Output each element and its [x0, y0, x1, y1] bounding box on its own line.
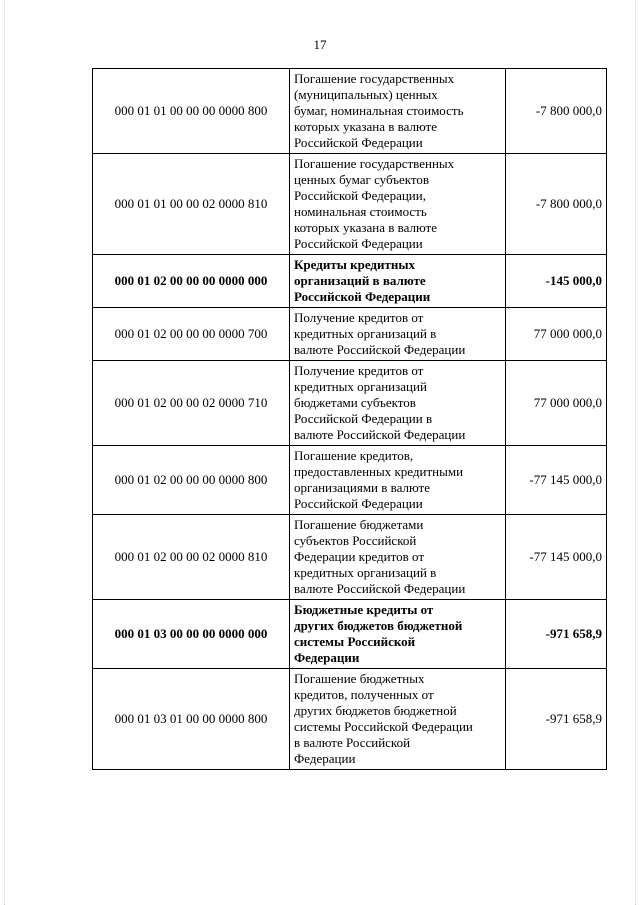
description-line: других бюджетов бюджетной [294, 703, 457, 718]
page-number: 17 [313, 37, 327, 52]
description-cell [290, 308, 506, 361]
description-line: кредитов, полученных от [294, 687, 434, 702]
description-line: Российской Федерации [294, 135, 423, 150]
description-line: предоставленных кредитными [294, 464, 464, 479]
description-line: которых указана в валюте [294, 119, 437, 134]
description-cell [290, 154, 506, 255]
description-line: других бюджетов бюджетной [294, 618, 463, 633]
description-line: Бюджетные кредиты от [294, 602, 434, 617]
table-row [93, 154, 607, 255]
description-line: которых указана в валюте [294, 220, 437, 235]
budget-code-cell: 000 01 03 00 00 00 0000 000 [93, 600, 290, 669]
description-line: Российской Федерации [294, 289, 431, 304]
amount-cell: -7 800 000,0 [506, 154, 607, 255]
description-line: в валюте Российской [294, 735, 411, 750]
description-line: валюте Российской Федерации [294, 581, 466, 596]
description-line: Российской Федерации [294, 236, 423, 251]
description-line: номинальная стоимость [294, 204, 427, 219]
amount-cell: -77 145 000,0 [506, 446, 607, 515]
description-line: (муниципальных) ценных [294, 87, 438, 102]
table-row [93, 361, 607, 446]
budget-code-cell: 000 01 02 00 00 02 0000 810 [93, 515, 290, 600]
amount-cell: -7 800 000,0 [506, 69, 607, 154]
description-line: организаций в валюте [294, 273, 426, 288]
description-line: Погашение бюджетами [294, 517, 424, 532]
description-line: кредитных организаций в [294, 326, 437, 341]
budget-sources-table [92, 68, 607, 770]
description-line: ценных бумаг субъектов [294, 172, 430, 187]
description-cell [290, 515, 506, 600]
description-line: Погашение государственных [294, 71, 455, 86]
description-line: Российской Федерации в [294, 411, 433, 426]
description-line: Российской Федерации, [294, 188, 426, 203]
table-row [93, 446, 607, 515]
description-line: Погашение кредитов, [294, 448, 414, 463]
description-cell [290, 69, 506, 154]
description-line: Получение кредитов от [294, 363, 424, 378]
amount-cell: -971 658,9 [506, 600, 607, 669]
amount-cell: 77 000 000,0 [506, 308, 607, 361]
description-line: кредитных организаций в [294, 565, 437, 580]
description-line: кредитных организаций [294, 379, 427, 394]
table-row [93, 308, 607, 361]
table-row [93, 255, 607, 308]
description-line: Федерации [294, 751, 356, 766]
description-line: системы Российской [294, 634, 416, 649]
description-line: валюте Российской Федерации [294, 342, 466, 357]
description-cell [290, 255, 506, 308]
description-cell [290, 669, 506, 770]
budget-code-cell: 000 01 02 00 00 02 0000 710 [93, 361, 290, 446]
description-line: валюте Российской Федерации [294, 427, 466, 442]
description-line: бюджетами субъектов [294, 395, 416, 410]
budget-code-cell: 000 01 03 01 00 00 0000 800 [93, 669, 290, 770]
description-line: Кредиты кредитных [294, 257, 416, 272]
description-line: Погашение государственных [294, 156, 455, 171]
description-line: Федерации [294, 650, 360, 665]
budget-code-cell: 000 01 02 00 00 00 0000 700 [93, 308, 290, 361]
table-row [93, 669, 607, 770]
budget-code-cell: 000 01 01 00 00 02 0000 810 [93, 154, 290, 255]
table-row [93, 515, 607, 600]
amount-cell: 77 000 000,0 [506, 361, 607, 446]
budget-code-cell: 000 01 02 00 00 00 0000 000 [93, 255, 290, 308]
scan-edge-right [635, 0, 636, 905]
description-line: субъектов Российской [294, 533, 417, 548]
amount-cell: -77 145 000,0 [506, 515, 607, 600]
description-cell [290, 361, 506, 446]
description-line: системы Российской Федерации [294, 719, 473, 734]
description-line: организациями в валюте [294, 480, 430, 495]
table-row [93, 600, 607, 669]
budget-code-cell: 000 01 02 00 00 00 0000 800 [93, 446, 290, 515]
scan-edge-left [4, 0, 5, 905]
description-cell [290, 446, 506, 515]
description-line: бумаг, номинальная стоимость [294, 103, 464, 118]
description-cell [290, 600, 506, 669]
description-line: Российской Федерации [294, 496, 423, 511]
budget-code-cell: 000 01 01 00 00 00 0000 800 [93, 69, 290, 154]
table-row [93, 69, 607, 154]
description-line: Федерации кредитов от [294, 549, 425, 564]
amount-cell: -145 000,0 [506, 255, 607, 308]
amount-cell: -971 658,9 [506, 669, 607, 770]
description-line: Получение кредитов от [294, 310, 424, 325]
description-line: Погашение бюджетных [294, 671, 425, 686]
table-body [93, 69, 607, 770]
